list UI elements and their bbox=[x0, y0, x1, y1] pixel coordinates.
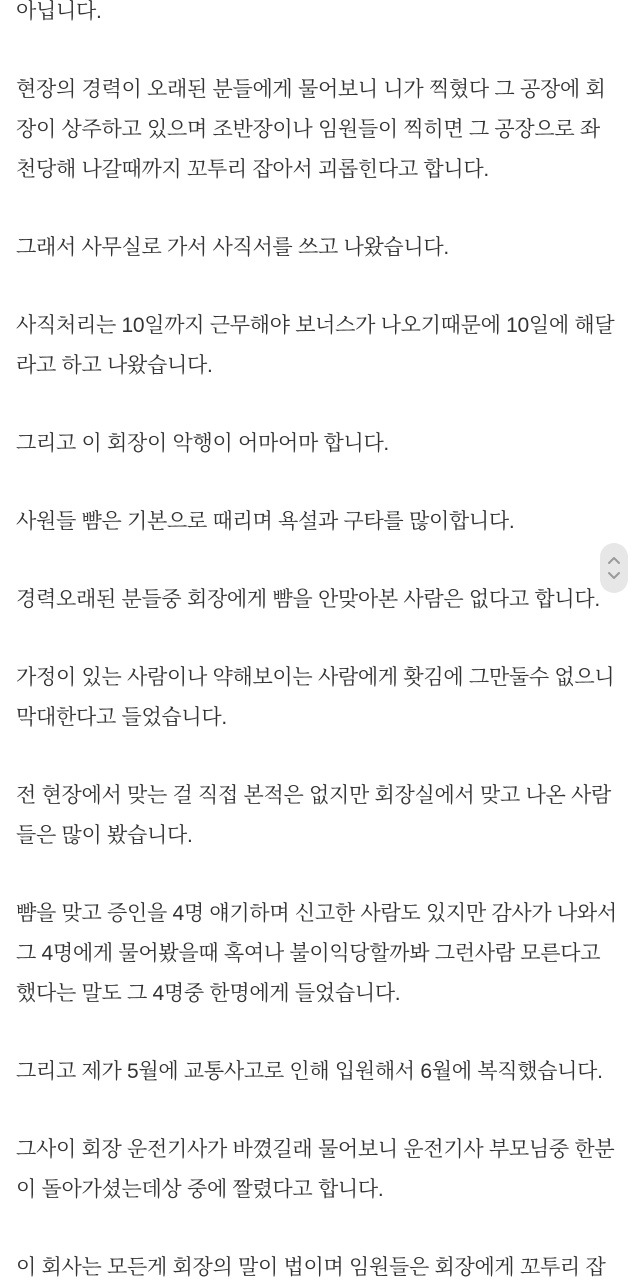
post-paragraph bbox=[16, 1052, 628, 1092]
text-line: 경력오래된 분들중 회장에게 뺨을 안맞아본 사람은 없다고 합니다. bbox=[16, 588, 600, 611]
post-paragraph bbox=[16, 1130, 628, 1210]
text-line: 뺨을 맞고 증인을 4명 얘기하며 신고한 사람도 있지만 감사가 나와서 bbox=[16, 902, 617, 925]
post-paragraph bbox=[16, 1248, 628, 1280]
text-line: 했다는 말도 그 4명중 한명에게 들었습니다. bbox=[16, 982, 401, 1005]
post-paragraph bbox=[16, 658, 628, 738]
chevron-up-icon bbox=[607, 556, 621, 565]
text-line: 그리고 이 회장이 악행이 어마어마 합니다. bbox=[16, 432, 389, 455]
scroll-widget bbox=[600, 543, 628, 593]
post-paragraph bbox=[16, 894, 628, 1014]
post-paragraph bbox=[16, 502, 628, 542]
text-line: 천당해 나갈때까지 꼬투리 잡아서 괴롭힌다고 합니다. bbox=[16, 158, 489, 181]
text-line: 아닙니다. bbox=[16, 0, 102, 23]
text-line: 이 회사는 모든게 회장의 말이 법이며 임원들은 회장에게 꼬투리 잡 bbox=[16, 1256, 606, 1279]
text-line: 가정이 있는 사람이나 약해보이는 사람에게 홧김에 그만둘수 없으니 bbox=[16, 666, 615, 689]
text-line: 들은 많이 봤습니다. bbox=[16, 824, 193, 847]
text-line: 그사이 회장 운전기사가 바꼈길래 물어보니 운전기사 부모님중 한분 bbox=[16, 1138, 615, 1161]
post-paragraph bbox=[16, 0, 628, 32]
post-paragraph bbox=[16, 70, 628, 190]
post-paragraph bbox=[16, 228, 628, 268]
text-line: 전 현장에서 맞는 걸 직접 본적은 없지만 회장실에서 맞고 나온 사람 bbox=[16, 784, 611, 807]
chevron-down-icon bbox=[607, 571, 621, 580]
text-line: 그 4명에게 물어봤을때 혹여나 불이익당할까봐 그런사람 모른다고 bbox=[16, 942, 601, 965]
text-line: 현장의 경력이 오래된 분들에게 물어보니 니가 찍혔다 그 공장에 회 bbox=[16, 78, 606, 101]
text-line: 사원들 뺨은 기본으로 때리며 욕설과 구타를 많이합니다. bbox=[16, 510, 515, 533]
text-line: 사직처리는 10일까지 근무해야 보너스가 나오기때문에 10일에 해달 bbox=[16, 314, 615, 337]
post-paragraph bbox=[16, 776, 628, 856]
text-line: 라고 하고 나왔습니다. bbox=[16, 354, 213, 377]
text-line: 이 돌아가셨는데상 중에 짤렸다고 합니다. bbox=[16, 1178, 384, 1201]
post-paragraph bbox=[16, 580, 628, 620]
post-paragraph bbox=[16, 306, 628, 386]
post-paragraph bbox=[16, 424, 628, 464]
text-line: 막대한다고 들었습니다. bbox=[16, 706, 227, 729]
scroll-up-button[interactable] bbox=[606, 555, 622, 567]
text-line: 장이 상주하고 있으며 조반장이나 임원들이 찍히면 그 공장으로 좌 bbox=[16, 118, 600, 141]
text-line: 그리고 제가 5월에 교통사고로 인해 입원해서 6월에 복직했습니다. bbox=[16, 1060, 603, 1083]
scroll-down-button[interactable] bbox=[606, 570, 622, 582]
text-line: 그래서 사무실로 가서 사직서를 쓰고 나왔습니다. bbox=[16, 236, 449, 259]
